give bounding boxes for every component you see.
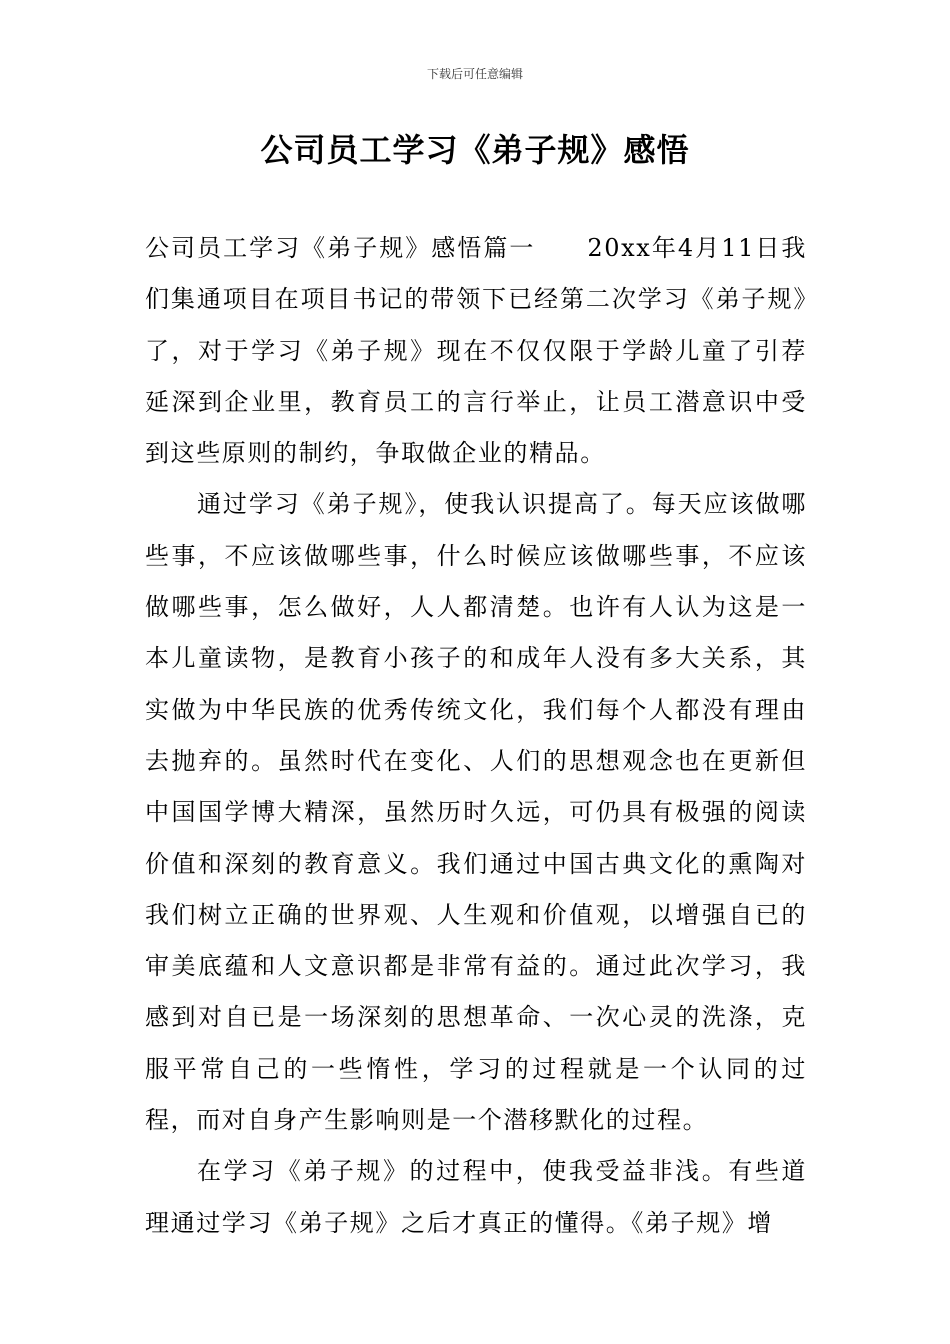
paragraph: 公司员工学习《弟子规》感悟篇一 20xx年4月11日我们集通项目在项目书记的带领下已经第二次学习《弟子规》了，对于学习《弟子规》现在不仅仅限于学龄儿童了引荐延深到企业里，教育员工的言行举止，让员工潜意识中受到这些原则的制约，争取做企业的精品。 (145, 234, 807, 468)
paragraph: 在学习《弟子规》的过程中，使我受益非浅。有些道理通过学习《弟子规》之后才真正的懂得。《弟子规》增 (145, 1157, 807, 1237)
document-title: 公司员工学习《弟子规》感悟 (260, 131, 690, 169)
header-note: 下载后可任意编辑 (426, 67, 523, 81)
document-body (145, 223, 807, 1249)
paragraph: 通过学习《弟子规》，使我认识提高了。每天应该做哪些事，不应该做哪些事，什么时候应该做哪些事，不应该做哪些事，怎么做好，人人都清楚。也许有人认为这是一本儿童读物，是教育小孩子的和成年人没有多大关系，其实做为中华民族的优秀传统文化，我们每个人都没有理由去抛弃的。虽然时代在变化、人们的思想观念也在更新但中国国学博大精深，虽然历时久远，可仍具有极强的阅读价值和深刻的教育意义。我们通过中国古典文化的熏陶对我们树立正确的世界观、人生观和价值观，以增强自已的审美底蕴和人文意识都是非常有益的。通过此次学习，我感到对自已是一场深刻的思想革命、一次心灵的洗涤，克服平常自己的一些惰性，学习的过程就是一个认同的过程，而对自身产生影响则是一个潜移默化的过程。 (145, 490, 807, 1135)
